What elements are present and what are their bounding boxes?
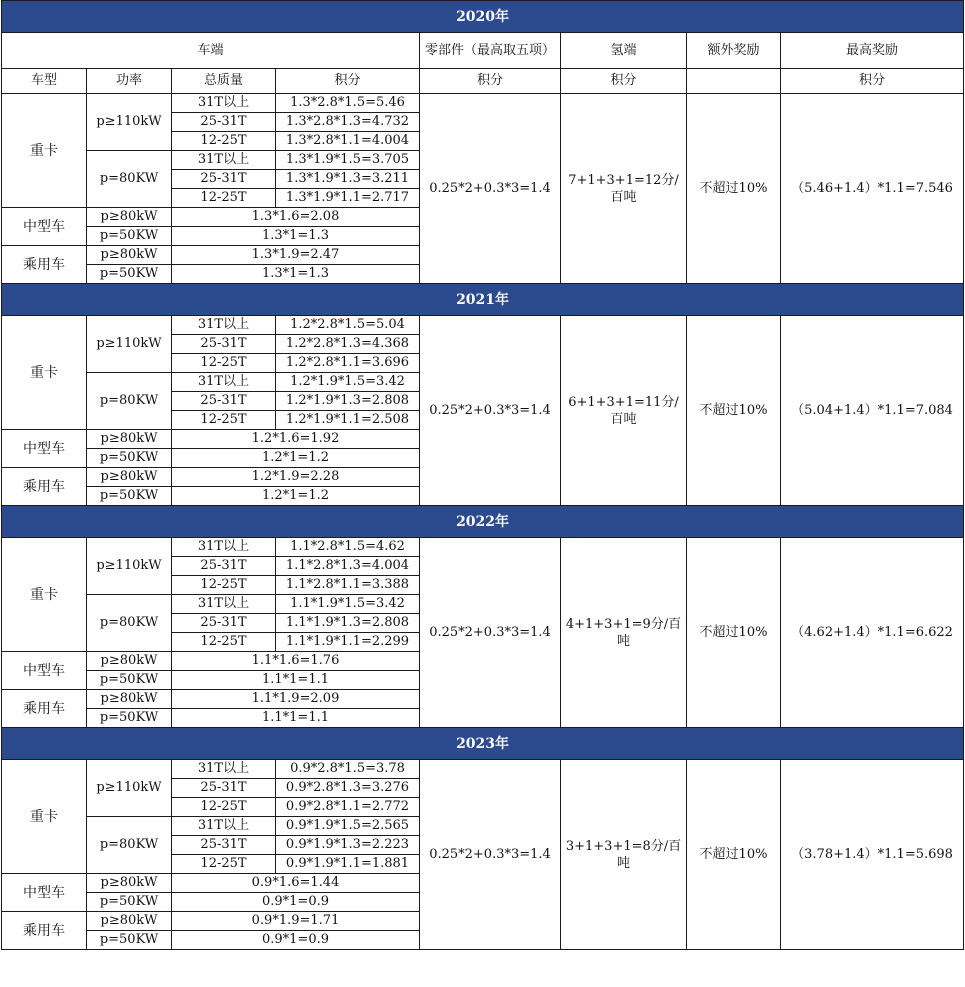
max-reward-value: （4.62+1.4）*1.1=6.622 [781,538,964,728]
points-cell: 0.9*2.8*1.1=2.772 [276,798,420,817]
points-cell: 1.1*1.9=2.09 [172,690,420,709]
total-mass-cell: 31T以上 [172,595,276,614]
max-reward-value: （5.04+1.4）*1.1=7.084 [781,316,964,506]
vehicle-type-heavy-truck: 重卡 [2,538,87,652]
points-cell: 1.3*1=1.3 [172,227,420,246]
power-80kw-or-above: p≥80kW [87,208,172,227]
extra-reward-header: 额外奖励 [687,33,781,69]
column-subheader-row [2,69,964,94]
points-cell: 1.2*1=1.2 [172,487,420,506]
total-mass-cell: 31T以上 [172,817,276,836]
points-cell: 1.3*1=1.3 [172,265,420,284]
points-cell: 1.1*1=1.1 [172,671,420,690]
max-reward-value: （3.78+1.4）*1.1=5.698 [781,760,964,950]
power-80kw-or-above: p≥80kW [87,430,172,449]
points-cell: 1.1*1.6=1.76 [172,652,420,671]
total-mass-cell: 12-25T [172,189,276,208]
vehicle-type-medium: 中型车 [2,874,87,912]
total-mass-cell: 25-31T [172,557,276,576]
total-mass-cell: 25-31T [172,392,276,411]
total-mass-cell: 25-31T [172,335,276,354]
table-row [2,94,964,113]
points-cell: 1.3*2.8*1.3=4.732 [276,113,420,132]
power-50kw: p=50KW [87,487,172,506]
vehicle-type-medium: 中型车 [2,652,87,690]
points-cell: 1.1*1.9*1.5=3.42 [276,595,420,614]
points-cell: 0.9*1.9*1.1=1.881 [276,855,420,874]
power-50kw: p=50KW [87,671,172,690]
vehicle-type-heavy-truck: 重卡 [2,760,87,874]
hydrogen-side-header: 氢端 [561,33,687,69]
points-cell: 1.3*1.9=2.47 [172,246,420,265]
total-mass-cell: 12-25T [172,354,276,373]
total-mass-cell: 31T以上 [172,94,276,113]
year-header-row [2,506,964,538]
hydrogen-points-value: 7+1+3+1=12分/百吨 [561,94,687,284]
power-80kw-or-above: p≥80kW [87,652,172,671]
vehicle-side-header: 车端 [2,33,420,69]
points-cell: 0.9*2.8*1.3=3.276 [276,779,420,798]
points-cell: 1.1*1.9*1.3=2.808 [276,614,420,633]
points-cell: 0.9*1=0.9 [172,893,420,912]
points-cell: 1.2*1=1.2 [172,449,420,468]
total-mass-cell: 25-31T [172,614,276,633]
year-header-row [2,284,964,316]
table-row [2,316,964,335]
parts-points-value: 0.25*2+0.3*3=1.4 [420,760,561,950]
total-mass-cell: 31T以上 [172,151,276,170]
vehicle-type-header: 车型 [2,69,87,94]
power-50kw: p=50KW [87,265,172,284]
parts-points-value: 0.25*2+0.3*3=1.4 [420,538,561,728]
power-80kw-or-above: p≥80kW [87,912,172,931]
hydrogen-points-header: 积分 [561,69,687,94]
extra-reward-empty-header [687,69,781,94]
vehicle-type-passenger: 乘用车 [2,912,87,950]
power-80kw-or-above: p≥80kW [87,468,172,487]
power-110kw: p≥110kW [87,760,172,817]
power-50kw: p=50KW [87,931,172,950]
points-cell: 1.1*2.8*1.5=4.62 [276,538,420,557]
points-cell: 1.1*2.8*1.3=4.004 [276,557,420,576]
total-mass-cell: 12-25T [172,855,276,874]
total-mass-cell: 12-25T [172,132,276,151]
points-cell: 1.2*2.8*1.1=3.696 [276,354,420,373]
points-cell: 1.2*1.9*1.3=2.808 [276,392,420,411]
power-110kw: p≥110kW [87,538,172,595]
points-cell: 0.9*1.6=1.44 [172,874,420,893]
vehicle-type-medium: 中型车 [2,430,87,468]
year-title: 2022年 [2,506,964,538]
points-cell: 0.9*2.8*1.5=3.78 [276,760,420,779]
power-50kw: p=50KW [87,227,172,246]
subsidy-points-table [1,0,964,950]
points-header: 积分 [276,69,420,94]
points-cell: 1.1*1.9*1.1=2.299 [276,633,420,652]
extra-reward-value: 不超过10% [687,538,781,728]
total-mass-cell: 12-25T [172,411,276,430]
total-mass-cell: 31T以上 [172,316,276,335]
table-row [2,760,964,779]
power-header: 功率 [87,69,172,94]
power-110kw: p≥110kW [87,94,172,151]
parts-points-value: 0.25*2+0.3*3=1.4 [420,94,561,284]
total-mass-cell: 31T以上 [172,538,276,557]
points-cell: 1.1*2.8*1.1=3.388 [276,576,420,595]
vehicle-type-passenger: 乘用车 [2,690,87,728]
total-mass-cell: 12-25T [172,576,276,595]
column-group-header-row [2,33,964,69]
points-cell: 1.3*2.8*1.1=4.004 [276,132,420,151]
parts-points-value: 0.25*2+0.3*3=1.4 [420,316,561,506]
points-cell: 1.2*1.6=1.92 [172,430,420,449]
max-reward-header: 最高奖励 [781,33,964,69]
points-cell: 1.2*1.9=2.28 [172,468,420,487]
points-cell: 1.2*1.9*1.5=3.42 [276,373,420,392]
power-80kw-or-above: p≥80kW [87,874,172,893]
total-mass-header: 总质量 [172,69,276,94]
total-mass-cell: 31T以上 [172,373,276,392]
total-mass-cell: 12-25T [172,633,276,652]
points-cell: 0.9*1.9=1.71 [172,912,420,931]
vehicle-type-heavy-truck: 重卡 [2,316,87,430]
total-mass-cell: 25-31T [172,170,276,189]
extra-reward-value: 不超过10% [687,316,781,506]
hydrogen-points-value: 4+1+3+1=9分/百吨 [561,538,687,728]
points-cell: 0.9*1=0.9 [172,931,420,950]
power-80kw: p=80KW [87,373,172,430]
year-title: 2023年 [2,728,964,760]
total-mass-cell: 25-31T [172,779,276,798]
power-80kw: p=80KW [87,817,172,874]
parts-points-header: 积分 [420,69,561,94]
power-80kw: p=80KW [87,595,172,652]
vehicle-type-heavy-truck: 重卡 [2,94,87,208]
hydrogen-points-value: 6+1+3+1=11分/百吨 [561,316,687,506]
max-points-header: 积分 [781,69,964,94]
year-title: 2021年 [2,284,964,316]
power-50kw: p=50KW [87,449,172,468]
extra-reward-value: 不超过10% [687,760,781,950]
power-50kw: p=50KW [87,893,172,912]
table-row [2,538,964,557]
vehicle-type-medium: 中型车 [2,208,87,246]
power-80kw-or-above: p≥80kW [87,246,172,265]
points-cell: 0.9*1.9*1.3=2.223 [276,836,420,855]
year-header-row [2,1,964,33]
vehicle-type-passenger: 乘用车 [2,246,87,284]
total-mass-cell: 12-25T [172,798,276,817]
points-cell: 1.1*1=1.1 [172,709,420,728]
points-cell: 1.3*2.8*1.5=5.46 [276,94,420,113]
points-cell: 1.2*1.9*1.1=2.508 [276,411,420,430]
points-cell: 1.3*1.9*1.1=2.717 [276,189,420,208]
parts-header: 零部件（最高取五项） [420,33,561,69]
year-title: 2020年 [2,1,964,33]
hydrogen-points-value: 3+1+3+1=8分/百吨 [561,760,687,950]
total-mass-cell: 31T以上 [172,760,276,779]
total-mass-cell: 25-31T [172,113,276,132]
max-reward-value: （5.46+1.4）*1.1=7.546 [781,94,964,284]
points-cell: 0.9*1.9*1.5=2.565 [276,817,420,836]
power-50kw: p=50KW [87,709,172,728]
points-cell: 1.2*2.8*1.5=5.04 [276,316,420,335]
year-header-row [2,728,964,760]
vehicle-type-passenger: 乘用车 [2,468,87,506]
total-mass-cell: 25-31T [172,836,276,855]
points-cell: 1.3*1.6=2.08 [172,208,420,227]
power-80kw: p=80KW [87,151,172,208]
extra-reward-value: 不超过10% [687,94,781,284]
points-cell: 1.3*1.9*1.3=3.211 [276,170,420,189]
points-cell: 1.2*2.8*1.3=4.368 [276,335,420,354]
power-80kw-or-above: p≥80kW [87,690,172,709]
points-cell: 1.3*1.9*1.5=3.705 [276,151,420,170]
power-110kw: p≥110kW [87,316,172,373]
